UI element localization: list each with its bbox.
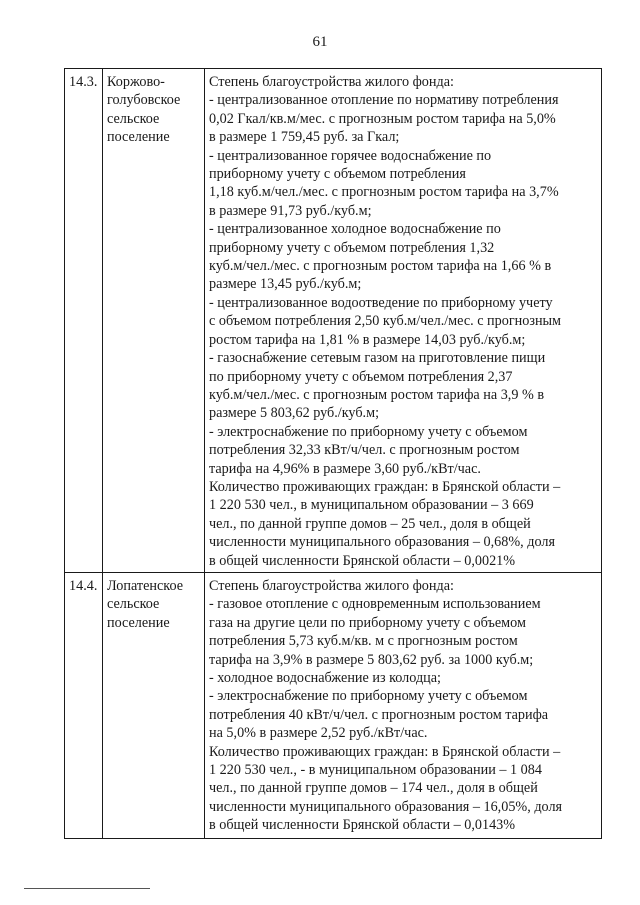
description-line: размере 13,45 руб./куб.м; xyxy=(209,276,362,293)
description-line: - электроснабжение по приборному учету с объемом xyxy=(209,688,528,705)
description-line: по приборному учету с объемом потребления 2,37 xyxy=(209,368,513,385)
description-line: тарифа на 4,96% в размере 3,60 руб./кВт/час. xyxy=(209,460,481,477)
settlement-name-line: Лопатенское xyxy=(107,577,184,594)
description-line: - централизованное холодное водоснабжение по xyxy=(209,221,501,238)
footer-divider xyxy=(24,888,150,889)
description xyxy=(205,69,602,573)
description-line: - централизованное отопление по нормативу потребления xyxy=(209,92,559,109)
settlement-name xyxy=(103,572,205,838)
description-line: с объемом потребления 2,50 куб.м/чел./мес. с прогнозным xyxy=(209,313,562,330)
description-line: - газоснабжение сетевым газом на приготовление пищи xyxy=(209,350,546,367)
description-line: Степень благоустройства жилого фонда: xyxy=(209,577,454,594)
description xyxy=(205,572,602,838)
page-number: 61 xyxy=(312,34,328,50)
description-line: куб.м/чел./мес. с прогнозным ростом тарифа на 1,66 % в xyxy=(209,258,552,275)
settlement-name-line: сельское xyxy=(107,110,160,127)
description-line: Степень благоустройства жилого фонда: xyxy=(209,74,454,90)
description-line: - централизованное водоотведение по приборному учету xyxy=(209,294,553,311)
description-line: чел., по данной группе домов – 25 чел., доля в общей xyxy=(209,515,531,532)
description-line: Количество проживающих граждан: в Брянской области – xyxy=(209,743,561,760)
description-line: - электроснабжение по приборному учету с объемом xyxy=(209,423,528,440)
description-line: - газовое отопление с одновременным использованием xyxy=(209,596,541,613)
description-line: потребления 40 кВт/ч/чел. с прогнозным ростом тарифа xyxy=(209,706,549,723)
row-number-text: 14.4. xyxy=(69,577,98,594)
table-row xyxy=(65,572,602,838)
settlement-name-line: сельское xyxy=(107,596,160,613)
description-line: в размере 1 759,45 руб. за Гкал; xyxy=(209,129,400,146)
description-line: потребления 5,73 куб.м/кв. м с прогнозным ростом xyxy=(209,633,518,650)
description-line: - холодное водоснабжение из колодца; xyxy=(209,670,441,686)
description-line: в размере 91,73 руб./куб.м; xyxy=(209,202,372,219)
row-number xyxy=(65,572,103,838)
description-line: газа на другие цели по приборному учету с объемом xyxy=(209,614,526,631)
description-line: - централизованное горячее водоснабжение по xyxy=(209,147,492,164)
description-line: на 5,0% в размере 2,52 руб./кВт/час. xyxy=(209,725,428,742)
row-number xyxy=(65,69,103,573)
settlement-name xyxy=(103,69,205,573)
settlement-name-line: голубовское xyxy=(107,92,181,109)
description-line: потребления 32,33 кВт/ч/чел. с прогнозным ростом xyxy=(209,442,520,459)
settlement-name-line: поселение xyxy=(107,129,170,146)
tariff-table xyxy=(64,68,602,839)
description-line: Количество проживающих граждан: в Брянской области – xyxy=(209,478,561,495)
description-line: размере 5 803,62 руб./куб.м; xyxy=(209,405,380,422)
description-line: 1 220 530 чел., в муниципальном образовании – 3 669 xyxy=(209,497,534,514)
settlement-name-line: Коржово- xyxy=(107,74,165,90)
description-line: в общей численности Брянской области – 0,0143% xyxy=(209,817,516,834)
description-line: чел., по данной группе домов – 174 чел., доля в общей xyxy=(209,780,538,797)
description-line: 1,18 куб.м/чел./мес. с прогнозным ростом тарифа на 3,7% xyxy=(209,184,559,201)
table-row xyxy=(65,69,602,573)
description-line: 0,02 Гкал/кв.м/мес. с прогнозным ростом тарифа на 5,0% xyxy=(209,110,556,127)
description-line: ростом тарифа на 1,81 % в размере 14,03 руб./куб.м; xyxy=(209,331,526,348)
description-line: приборному учету с объемом потребления 1,32 xyxy=(209,239,495,256)
description-line: куб.м/чел./мес. с прогнозным ростом тарифа на 3,9 % в xyxy=(209,386,545,403)
description-line: в общей численности Брянской области – 0,0021% xyxy=(209,552,516,569)
settlement-name-line: поселение xyxy=(107,614,170,631)
description-line: приборному учету с объемом потребления xyxy=(209,166,466,183)
description-line: тарифа на 3,9% в размере 5 803,62 руб. за 1000 куб.м; xyxy=(209,651,534,668)
description-line: численности муниципального образования – 16,05%, доля xyxy=(209,798,563,815)
description-line: численности муниципального образования – 0,68%, доля xyxy=(209,534,555,551)
description-line: 1 220 530 чел., - в муниципальном образовании – 1 084 xyxy=(209,762,542,779)
row-number-text: 14.3. xyxy=(69,74,98,90)
